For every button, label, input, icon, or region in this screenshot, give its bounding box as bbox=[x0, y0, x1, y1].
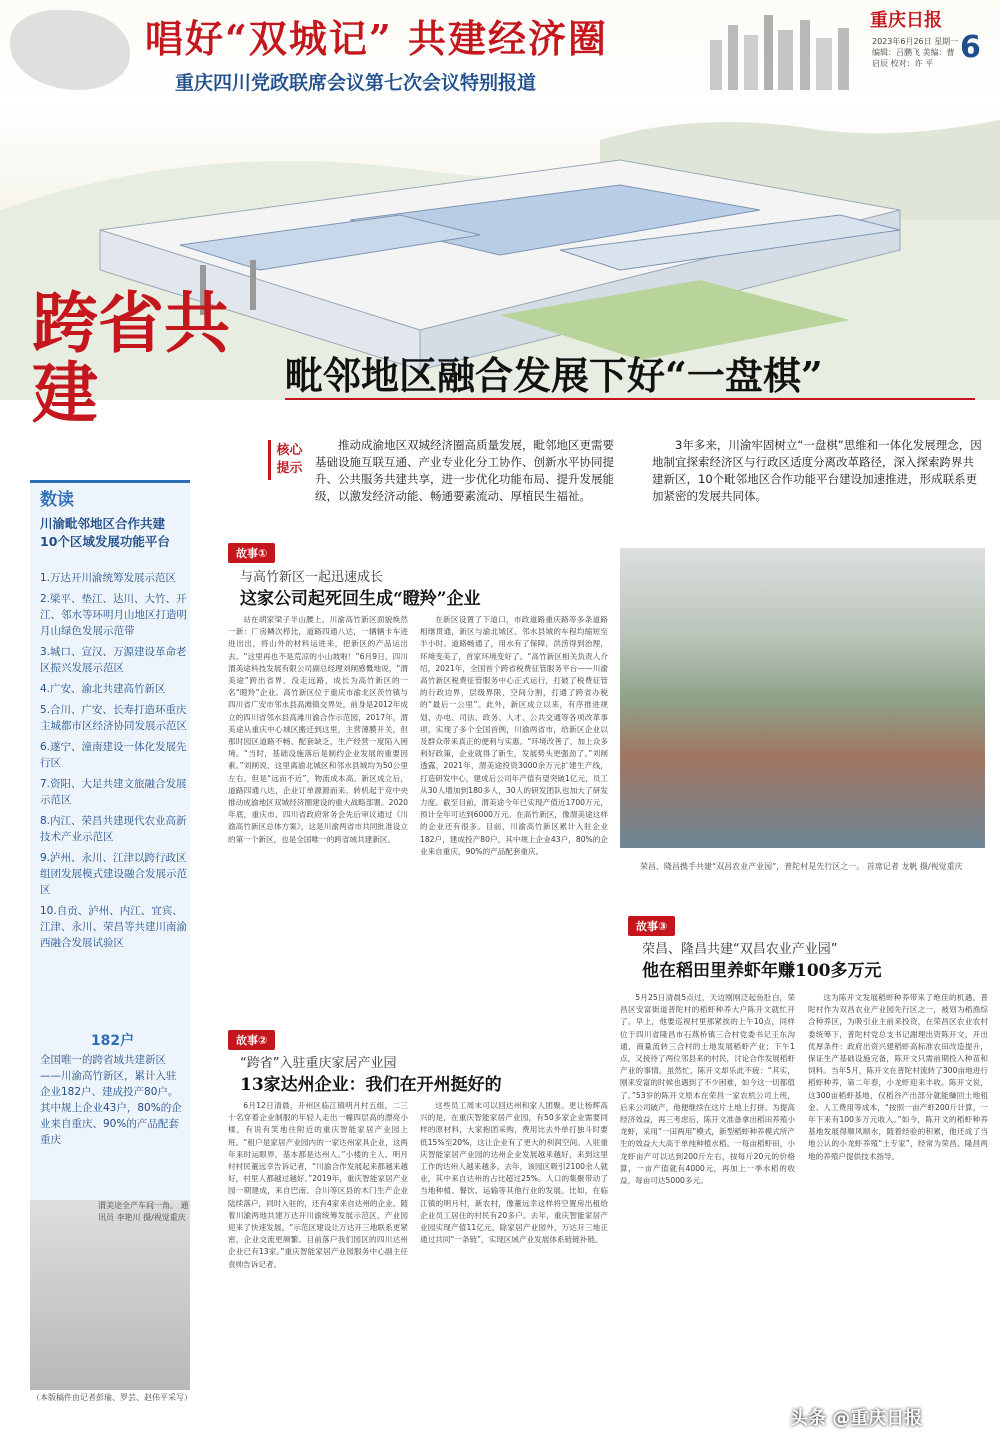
story-body: 6月12日清晨，开州区临江镇明月村五组，二三十名穿着企业制服的年轻人走出一幢四层高的漂亮小楼，有说有笑地往附近的重庆智能家居产业园上班。“租户是家居产业园内的一家达州家具企业，这两年来时运眼界，基本都是达州人。”小楼的主人、明月村村民董远幸告诉记者，“川渝合作发展起来都越来越好，村里人都越过越好。”2019年，重庆智能家居产业园一期建成，来自巴南、合川等区县的木门生产企业陆续落户，同时入驻的，还有4家来自达州的企业。随着川渝两地共建万达开川渝统筹发展示范区，产业园迎来了快速发展。“示范区建设让万达开三地联系更紧密，企业交流更频繁。目前落户我们园区的四川达州企业已有13家。”重庆智能家居产业园服务中心副主任袁帅告诉记者。 bbox=[228, 1101, 408, 1269]
calligraphy-title: 跨省共建 bbox=[32, 284, 230, 432]
story-title: 他在稻田里养虾年赚100多万元 bbox=[642, 961, 882, 981]
keypoint-text: 推动成渝地区双城经济圈高质量发展，毗邻地区更需要基础设施互联互通、产业专业化分工协作、创新水平协同提升、公共服务共建共享，进一步优化功能布局、提升发展能级，以激发经济动能、畅通要素流动、厚植民生福祉。 bbox=[315, 438, 614, 503]
story-kicker: “跨省”入驻重庆家居产业园 bbox=[240, 1056, 397, 1071]
list-item: 3.城口、宣汉、万源建设革命老区振兴发展示范区 bbox=[40, 646, 187, 674]
skyline-illustration bbox=[700, 10, 870, 90]
list-item: 9.泸州、永川、江津以跨行政区组团发展模式建设融合发展示范区 bbox=[40, 852, 187, 896]
photo-caption: 荣昌、隆昌携手共建“双昌农业产业园”，普陀村是先行区之一。 首席记者 龙帆 摄/视觉重庆 bbox=[640, 862, 963, 871]
newspaper-name: 重庆日报 bbox=[870, 10, 942, 31]
sidebar-title: 川渝毗邻地区合作共建 10个区域发展功能平台 bbox=[40, 516, 170, 549]
headline-divider bbox=[285, 398, 975, 400]
main-headline: 毗邻地区融合发展下好“一盘棋” bbox=[285, 353, 823, 398]
watermark: 头条 @重庆日报 bbox=[790, 1408, 923, 1429]
list-item: 8.内江、荣昌共建现代农业高新技术产业示范区 bbox=[40, 815, 187, 843]
story-kicker: 与高竹新区一起迅速成长 bbox=[240, 570, 384, 585]
authors-footnote: （本版稿件由记者彭瑜、罗芸、赵伟平采写） bbox=[32, 1393, 192, 1402]
story-body: 这为陈开文发展稻虾种养带来了绝佳的机遇。普陀村作为双昌农业产业园先行区之一，被划为稻渔综合种养区，为吸引业主前来投资，在荣昌区农业农村委统筹下，普陀村党总支书记謝理出资陈开文，开出优厚条件：政府出资兴建稻虾高标准农田改造提升，保证生产基础设施完备，陈开文只需前期投入种苗和饲料。当年5月，陈开文在普陀村流转了300亩地进行稻虾种养，第二年春，小龙虾迎来丰收。陈开文说，这300亩稻虾基地，仅稻谷产出部分就能赚回土地租金、人工费用等成本，“按照一亩产虾200斤计算，一年下来有100多万元收入。”如今，陈开文的稻虾种养基地发展得顺风顺水，随着经验的积累，他还成了当地公认的小龙虾养殖“土专家”，经常为荣昌、隆昌两地的养殖户提供技术指导。 bbox=[808, 993, 988, 1161]
sidebar-list bbox=[40, 570, 188, 956]
list-item: 7.资阳、大足共建文旅融合发展示范区 bbox=[40, 778, 187, 806]
list-item: 6.遂宁、潼南建设一体化发展先行区 bbox=[40, 741, 187, 769]
story-title: 13家达州企业：我们在开州挺好的 bbox=[240, 1075, 502, 1095]
issue-info: 2023年6月26日 星期一 编辑：吕鹏飞 美编：曹启辰 校对：许 平 bbox=[872, 37, 959, 68]
worker-photo bbox=[30, 1200, 190, 1390]
story-title: 这家公司起死回生成“瞪羚”企业 bbox=[240, 589, 481, 609]
worker-photo-caption: 渭美途全产车间一角。 通讯员 李艳川 摄/视觉重庆 bbox=[98, 1201, 189, 1222]
story-body: 5月25日清晨5点过，天边刚刚泛起鱼肚白，荣昌区安富街道普陀村的稻虾种养大户陈开文就忙开了。早上，他要巡视村里那紧挨的上午10点，同样位于四川省隆昌市石燕桥镇三合村党委书记王东沟通，商量流转三合村的土地发展稻虾产业；下午1点，又接待了两位邻县来的村民，讨论合作发展稻虾产业的事情。虽然忙，陈开文却乐此不疲：“其实，刚来安富的时候也遇到了不少困难，如今这一切都值了。”53岁的陈开文原本在荣昌一家农机公司上班，后来公司破产，他便继续在这片土地上打拼。为提高经济效益，再三考虑后，陈开文准备拿出稻田养殖小龙虾，采用“一田两用”模式，新型稻虾种养模式所产生的效益大大高于单纯种植水稻。一每亩稻虾田，小龙虾亩产可以达到200斤左右，按每斤20元的价格算，一亩产值就有4000元，再加上一季水稻的收益，每亩可达5000多元。 bbox=[620, 993, 795, 1186]
list-item: 5.合川、广安、长寿打造环重庆主城都市区经济协同发展示范区 bbox=[40, 704, 187, 732]
rice-field-photo bbox=[620, 548, 985, 848]
story-tag: 故事① bbox=[228, 543, 275, 563]
sidebar-heading: 数读 bbox=[40, 490, 74, 510]
banner-title: 唱好“双城记” 共建经济圈 bbox=[145, 16, 608, 61]
banner-subtitle: 重庆四川党政联席会议第七次会议特别报道 bbox=[175, 72, 537, 94]
story-tag: 故事③ bbox=[628, 916, 675, 936]
story-body: 在新区设置了下道口，市政道路重庆路等多条道路相继贯通，新区与渝北城区、邻水县城的车程均缩短至半小时。道路畅通了，用水有了保障，洪涝得到治理，环境变美了，首家环境变好了。“高竹新区相关负责人介绍，2021年，全国首个跨省税费征管服务平台——川渝高竹新区税费征管服务中心正式运行，打破了税费征管的行政边界，层级界限、空间分割，打通了跨省办税的“最后一公里”。此外，新区成立以来，有序推进规划、办电、司法、政务、人才、公共交通等各项改革事项，实现了多个全国首例，川渝两省市，给新区企业以及群众带来真正的便利与实惠。“环境改善了，加上众多利好政策，企业就得了新生，发展势头更强劲了。”刘闸透露，2021年，渭美途投资3000余万元扩建生产线，打造研发中心，建成后公司年产值有望突破1亿元，员工从30人增加到180多人，30人的研发团队也加大了研发力度。截至目前，渭美途今年已实现产值近1700万元，预计全年可达到6000万元。在高竹新区，像渭美途这样的企业还有很多。目前，川渝高竹新区累计入驻企业182户，建成投产80户，其中规上企业43户，80%的企业来自重庆，90%的产品配套重庆。 bbox=[420, 615, 608, 856]
list-item: 4.广安、渝北共建高竹新区 bbox=[40, 683, 166, 695]
page-number: 6 bbox=[960, 30, 981, 65]
list-item: 2.梁平、垫江、达川、大竹、开江、邻水等环明月山地区打造明月山绿色发展示范带 bbox=[40, 593, 187, 637]
sidebar-stat: 182户 bbox=[90, 1033, 135, 1049]
story-body: 站在胡家梁子半山腰上，川渝高竹新区面貌焕然一新：厂房鳞次栉比，道路四通八达，一辆辆卡车进进出出，将山外的材料运进来，把新区的产品运出去。“这里再也不是荒凉的小山坡啦！”6月9日，四川渭美途科技发展有限公司副总经理刘闸感慨地说，“渭美途”跨出省界，没走远路，成长为高竹新区的一名“瞪羚”企业。高竹新区位于重庆市渝北区茨竹镇与四川省广安市邻水县高滩镇交界处，前身是2012年成立的四川省邻水县高滩川渝合作示范园，2017年，渭美途从重庆中心城区搬迁到这里，主营薄膜开关，但那时园区道路不畅、配套缺乏，生产经营一度陷入困境。“当时，基础设施落后是制约企业发展的重要因素。”刘闸说，这里离渝北城区和邻水县城均为50公里左右，但是“远而不近”，物流成本高。新区成立后，道路四通八达，企业订单源源而来。转机起于竞中央推动成渝地区双城经济圈建设的重大战略部署。2020年底，重庆市、四川省政府常务会先后审议通过《川渝高竹新区总体方案》，这是川渝两省市共同批准设立的第一个新区，也是全国唯一的跨省域共建新区。 bbox=[228, 615, 408, 844]
list-item: 1.万达开川渝统筹发展示范区 bbox=[40, 572, 177, 584]
story-tag: 故事② bbox=[228, 1030, 275, 1050]
story-body: 这些员工周末可以回达州和家人团聚。更让杨辉高兴的是，在重庆智能家居产业园，有50多家企业需要同样的原材料，大家抱团采购，费用比去外单打独斗时要低15%至20%，这让企业有了更大的利润空间。入驻重庆智能家居产业园的达州企业发展越来越好，来到这里工作的达州人越来越多。去年，该园区吸引2100余人就业，其中来自达州的占比超过25%。人口的集聚带动了当地种植、餐饮、运输等其他行业的发展。比如，在临江镇的明月村，新农村，像董远幸这样将空置房出租给企业员工居住的村民有20多户。去年，重庆智能家居产业园实现产值11亿元，除家居产业园外，万达开三地正通过共同“一条链”，实现区域产业发展体系链链补链。 bbox=[420, 1101, 608, 1245]
keypoint-text-2: 3年多来，川渝牢固树立“一盘棋”思维和一体化发展理念，因地制宜探索经济区与行政区适度分离改革路径，深入探索跨界共建新区，10个毗邻地区合作功能平台建设加速推进，形成联系更加紧密的发展共同体。 bbox=[652, 438, 982, 503]
list-item: 10.自贡、泸州、内江、宜宾、江津、永川、荣昌等共建川南渝西融合发展试验区 bbox=[40, 905, 187, 949]
sidebar-stat-text: 全国唯一的跨省域共建新区——川渝高竹新区，累计入驻企业182户、建成投产80户。其中规上企业43户，80%的企业来自重庆、90%的产品配套重庆 bbox=[40, 1054, 182, 1146]
keypoint-label: 核心提示 bbox=[268, 440, 308, 480]
story-kicker: 荣昌、隆昌共建“双昌农业产业园” bbox=[642, 942, 838, 957]
